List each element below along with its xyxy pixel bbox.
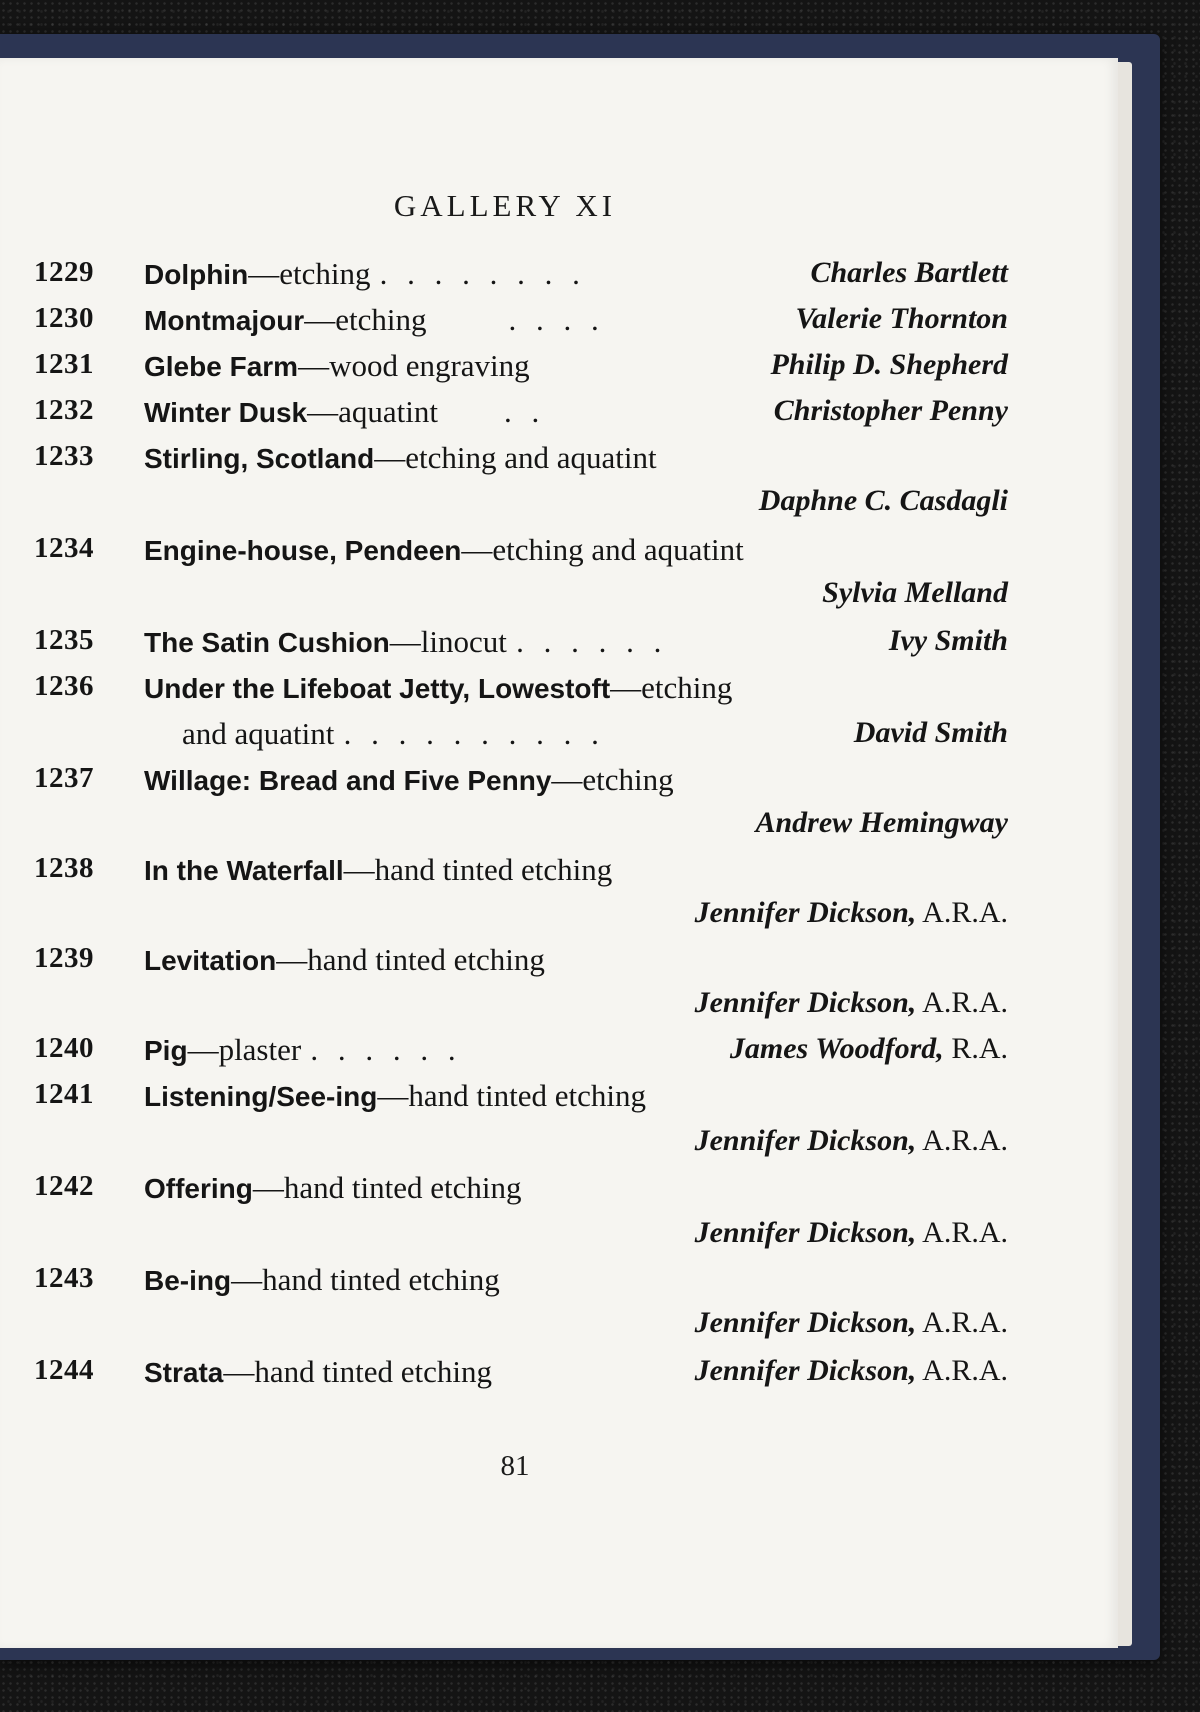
artist-name: Charles Bartlett — [810, 256, 1008, 289]
leader-dots: . . . . — [508, 302, 605, 337]
leader-dots: . . . . . . . . — [379, 256, 586, 291]
artist-honours: A.R.A. — [922, 1306, 1008, 1339]
artist-name: Jennifer Dickson, — [694, 1306, 917, 1339]
entry-title: Glebe Farm — [144, 351, 299, 382]
artist-name: Jennifer Dickson, — [694, 1354, 917, 1387]
artist-honours: R.A. — [951, 1032, 1008, 1065]
entry-artist — [695, 986, 1008, 1020]
catalogue-entry-artist-line — [0, 1306, 1118, 1350]
catalogue-entry — [0, 256, 1118, 300]
artist-name: Jennifer Dickson, — [694, 986, 917, 1019]
entry-medium: etching and aquatint — [405, 440, 657, 475]
artist-name: Sylvia Melland — [822, 576, 1008, 609]
entry-medium: plaster — [218, 1032, 302, 1067]
entry-title: Offering — [144, 1173, 253, 1204]
entry-title: Strata — [144, 1357, 224, 1388]
entry-description: Winter Dusk—aquatint . . — [144, 394, 546, 429]
entry-medium: hand tinted etching — [283, 1170, 522, 1205]
entry-medium: etching — [279, 256, 371, 291]
entry-title: Pig — [144, 1035, 188, 1066]
artist-name: Jennifer Dickson, — [694, 896, 917, 929]
entry-artist — [774, 394, 1008, 428]
entry-description: Pig—plaster . . . . . . — [144, 1032, 462, 1067]
catalogue-entry — [0, 670, 1118, 714]
entry-artist — [770, 348, 1008, 382]
entry-medium: etching and aquatint — [492, 532, 744, 567]
entry-title: In the Waterfall — [144, 855, 344, 886]
artist-honours: A.R.A. — [922, 986, 1008, 1019]
entry-title: Willage: Bread and Five Penny — [144, 765, 552, 796]
entry-artist — [810, 256, 1008, 290]
catalogue-entry — [0, 440, 1118, 484]
entry-description: Willage: Bread and Five Penny—etching — [144, 762, 674, 797]
entry-number: 1243 — [34, 1262, 94, 1294]
entry-description: The Satin Cushion—linocut . . . . . . — [144, 624, 668, 659]
entry-artist — [695, 1354, 1008, 1388]
catalogue-entry-artist-line — [0, 896, 1118, 940]
entry-number: 1233 — [34, 440, 94, 472]
catalogue-entry — [0, 1078, 1118, 1122]
entry-number: 1238 — [34, 852, 94, 884]
entry-number: 1232 — [34, 394, 94, 426]
page-number: 81 — [500, 1450, 530, 1482]
entry-title: Levitation — [144, 945, 277, 976]
entry-artist — [822, 576, 1008, 610]
catalogue-entry — [0, 762, 1118, 806]
entry-artist — [759, 484, 1008, 518]
catalogue-entry — [0, 624, 1118, 668]
catalogue-entry — [0, 302, 1118, 346]
entry-artist — [854, 716, 1008, 750]
entry-artist — [695, 1124, 1008, 1158]
catalogue-entry — [0, 1354, 1118, 1398]
entry-description: Dolphin—etching . . . . . . . . — [144, 256, 586, 291]
entry-description: Levitation—hand tinted etching — [144, 942, 545, 977]
entry-title: The Satin Cushion — [144, 627, 390, 658]
artist-name: Jennifer Dickson, — [694, 1124, 917, 1157]
entry-medium: hand tinted etching — [408, 1078, 646, 1113]
entry-title: Be-ing — [144, 1265, 232, 1296]
artist-name: David Smith — [853, 716, 1008, 749]
entry-title: Engine-house, Pendeen — [144, 535, 462, 566]
leader-dots: . . . . . . — [310, 1032, 462, 1067]
entry-medium: etching — [335, 302, 427, 337]
entry-description: Be-ing—hand tinted etching — [144, 1262, 500, 1297]
entry-medium: etching — [641, 670, 733, 705]
catalogue-entry — [0, 852, 1118, 896]
entry-description: Offering—hand tinted etching — [144, 1170, 522, 1205]
entry-title: Winter Dusk — [144, 397, 308, 428]
entry-medium: wood engraving — [329, 348, 530, 383]
entry-number: 1242 — [34, 1170, 94, 1202]
entry-title: Stirling, Scotland — [144, 443, 375, 474]
entry-number: 1231 — [34, 348, 94, 380]
leader-dots: . . . . . . . . . . — [343, 716, 605, 751]
artist-name: James Woodford, — [729, 1032, 944, 1065]
gallery-heading: GALLERY XI — [393, 188, 617, 223]
entry-artist — [795, 302, 1008, 336]
entry-number: 1230 — [34, 302, 94, 334]
entry-medium: aquatint — [338, 394, 438, 429]
catalogue-entry — [0, 532, 1118, 576]
entry-artist — [695, 896, 1008, 930]
entry-description: Listening/See-ing—hand tinted etching — [144, 1078, 646, 1113]
entry-description: In the Waterfall—hand tinted etching — [144, 852, 613, 887]
catalogue-entry-artist-line — [0, 986, 1118, 1030]
leader-dots: . . . . . . — [516, 624, 668, 659]
artist-honours: A.R.A. — [922, 896, 1008, 929]
entry-description: Engine-house, Pendeen—etching and aquatint — [144, 532, 744, 567]
entry-number: 1244 — [34, 1354, 94, 1386]
entry-number: 1241 — [34, 1078, 94, 1110]
entry-medium: hand tinted etching — [262, 1262, 500, 1297]
entry-description: Under the Lifeboat Jetty, Lowestoft—etching — [144, 670, 733, 705]
entry-description: Glebe Farm—wood engraving — [144, 348, 530, 383]
catalogue-entry-artist-line — [0, 806, 1118, 850]
entry-description: Strata—hand tinted etching — [144, 1354, 492, 1389]
artist-name: Valerie Thornton — [795, 302, 1008, 335]
entry-medium: hand tinted etching — [374, 852, 613, 887]
entry-description: Montmajour—etching . . . . — [144, 302, 605, 337]
entry-medium: etching — [582, 762, 674, 797]
entry-medium: hand tinted etching — [254, 1354, 492, 1389]
catalogue-entry — [0, 942, 1118, 986]
catalogue-entry-artist-line — [0, 1216, 1118, 1260]
artist-honours: A.R.A. — [922, 1124, 1008, 1157]
artist-name: Ivy Smith — [888, 624, 1008, 657]
entry-title: Listening/See-ing — [144, 1081, 378, 1112]
catalogue-entry — [0, 348, 1118, 392]
entry-number: 1236 — [34, 670, 94, 702]
catalogue-entry — [0, 1170, 1118, 1214]
artist-honours: A.R.A. — [922, 1354, 1008, 1387]
entry-title: Dolphin — [144, 259, 249, 290]
entry-description: Stirling, Scotland—etching and aquatint — [144, 440, 657, 475]
entry-medium: linocut — [420, 624, 507, 659]
entry-artist — [695, 1216, 1008, 1250]
entry-number: 1235 — [34, 624, 94, 656]
artist-honours: A.R.A. — [922, 1216, 1008, 1249]
entry-artist — [889, 624, 1008, 658]
entry-number: 1229 — [34, 256, 94, 288]
artist-name: Andrew Hemingway — [755, 806, 1008, 839]
leader-dots: . . — [503, 394, 546, 429]
catalogue-entry — [0, 1262, 1118, 1306]
artist-name: Philip D. Shepherd — [770, 348, 1008, 381]
entry-number: 1234 — [34, 532, 94, 564]
entry-medium-continued: and aquatint — [182, 716, 335, 751]
entry-description-continued — [182, 716, 605, 752]
catalogue-entry-artist-line — [0, 576, 1118, 620]
entry-number: 1239 — [34, 942, 94, 974]
entry-number: 1237 — [34, 762, 94, 794]
catalogue-entry — [0, 394, 1118, 438]
artist-name: Daphne C. Casdagli — [758, 484, 1008, 517]
entry-title: Montmajour — [144, 305, 305, 336]
entry-artist — [730, 1032, 1008, 1066]
artist-name: Jennifer Dickson, — [694, 1216, 917, 1249]
catalogue-entry-artist-line — [0, 484, 1118, 528]
entry-artist — [755, 806, 1008, 840]
entry-number: 1240 — [34, 1032, 94, 1064]
entry-artist — [695, 1306, 1008, 1340]
catalogue-entry-artist-line — [0, 1124, 1118, 1168]
artist-name: Christopher Penny — [773, 394, 1008, 427]
entry-title: Under the Lifeboat Jetty, Lowestoft — [144, 673, 611, 704]
catalogue-entry — [0, 1032, 1118, 1076]
catalogue-entry-continuation — [0, 716, 1118, 760]
entry-medium: hand tinted etching — [307, 942, 545, 977]
